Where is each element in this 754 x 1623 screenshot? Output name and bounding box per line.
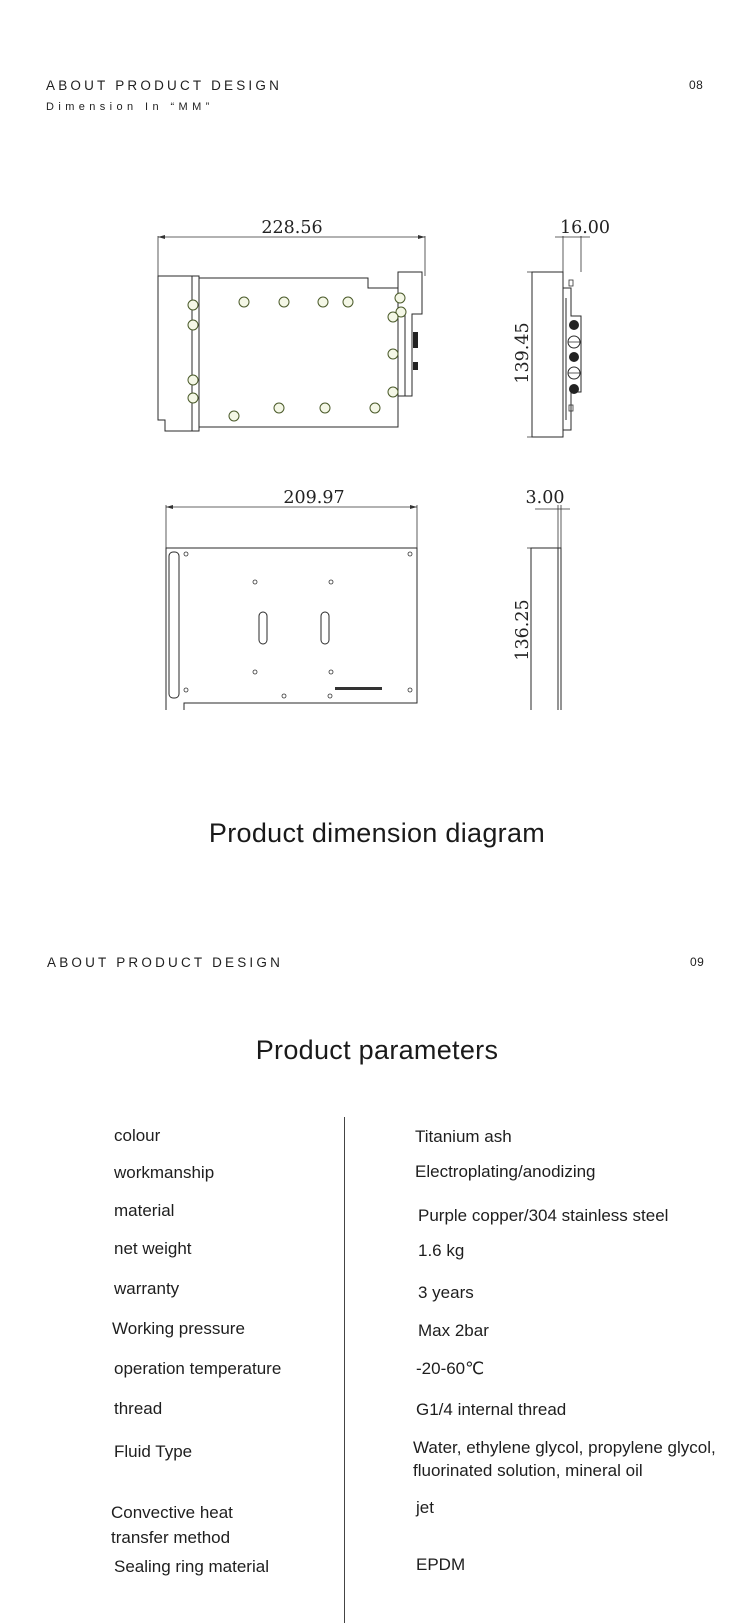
bottom-side-width-label: 3.00 (525, 488, 565, 508)
param-label-sealing-ring: Sealing ring material (114, 1557, 269, 1576)
diagram-caption: Product dimension diagram (208, 818, 546, 848)
param-value-fluid-type: Water, ethylene glycol, propylene glycol, fluorinated solution, mineral oil (413, 1438, 716, 1480)
param-label-workmanship: workmanship (114, 1163, 215, 1182)
param-value-working-pressure: Max 2bar (418, 1321, 489, 1340)
param-value-sealing-ring: EPDM (416, 1555, 466, 1574)
section-subtitle: Dimension In “MM” (46, 101, 214, 113)
section-title-2: ABOUT PRODUCT DESIGN (47, 955, 284, 970)
top-side-width-label: 16.00 (559, 218, 611, 238)
param-label-material: material (114, 1201, 175, 1220)
dimension-drawing (0, 190, 754, 710)
param-value-workmanship: Electroplating/anodizing (415, 1162, 596, 1181)
page-number: 08 (689, 78, 704, 92)
top-width-label: 228.56 (261, 218, 323, 238)
parameters-heading: Product parameters (255, 1035, 499, 1065)
bottom-side-view (513, 488, 570, 710)
param-label-thread: thread (114, 1399, 163, 1418)
param-label-colour: colour (114, 1126, 161, 1145)
page-number-2: 09 (690, 955, 705, 969)
param-value-colour: Titanium ash (415, 1127, 512, 1146)
param-label-fluid-type: Fluid Type (114, 1442, 193, 1461)
param-value-operation-temperature: -20-60℃ (416, 1359, 485, 1378)
param-label-warranty: warranty (114, 1279, 180, 1298)
param-label-operation-temperature: operation temperature (114, 1359, 282, 1378)
section-title: ABOUT PRODUCT DESIGN (46, 78, 283, 93)
param-value-material: Purple copper/304 stainless steel (418, 1206, 669, 1225)
bottom-height-label: 136.25 (513, 599, 533, 661)
param-label-working-pressure: Working pressure (112, 1319, 245, 1338)
top-front-view (158, 218, 425, 431)
param-value-thread: G1/4 internal thread (416, 1400, 567, 1419)
table-divider (344, 1117, 345, 1623)
top-height-label: 139.45 (513, 322, 533, 384)
param-label-convective-heat: Convective heat transfer method (111, 1503, 233, 1547)
bottom-width-label: 209.97 (283, 488, 345, 508)
param-value-convective-heat: jet (416, 1498, 434, 1517)
bottom-front-view (166, 488, 417, 710)
param-value-warranty: 3 years (418, 1283, 474, 1302)
param-label-net-weight: net weight (114, 1239, 192, 1258)
param-value-net-weight: 1.6 kg (418, 1241, 465, 1260)
top-side-view (513, 218, 610, 437)
